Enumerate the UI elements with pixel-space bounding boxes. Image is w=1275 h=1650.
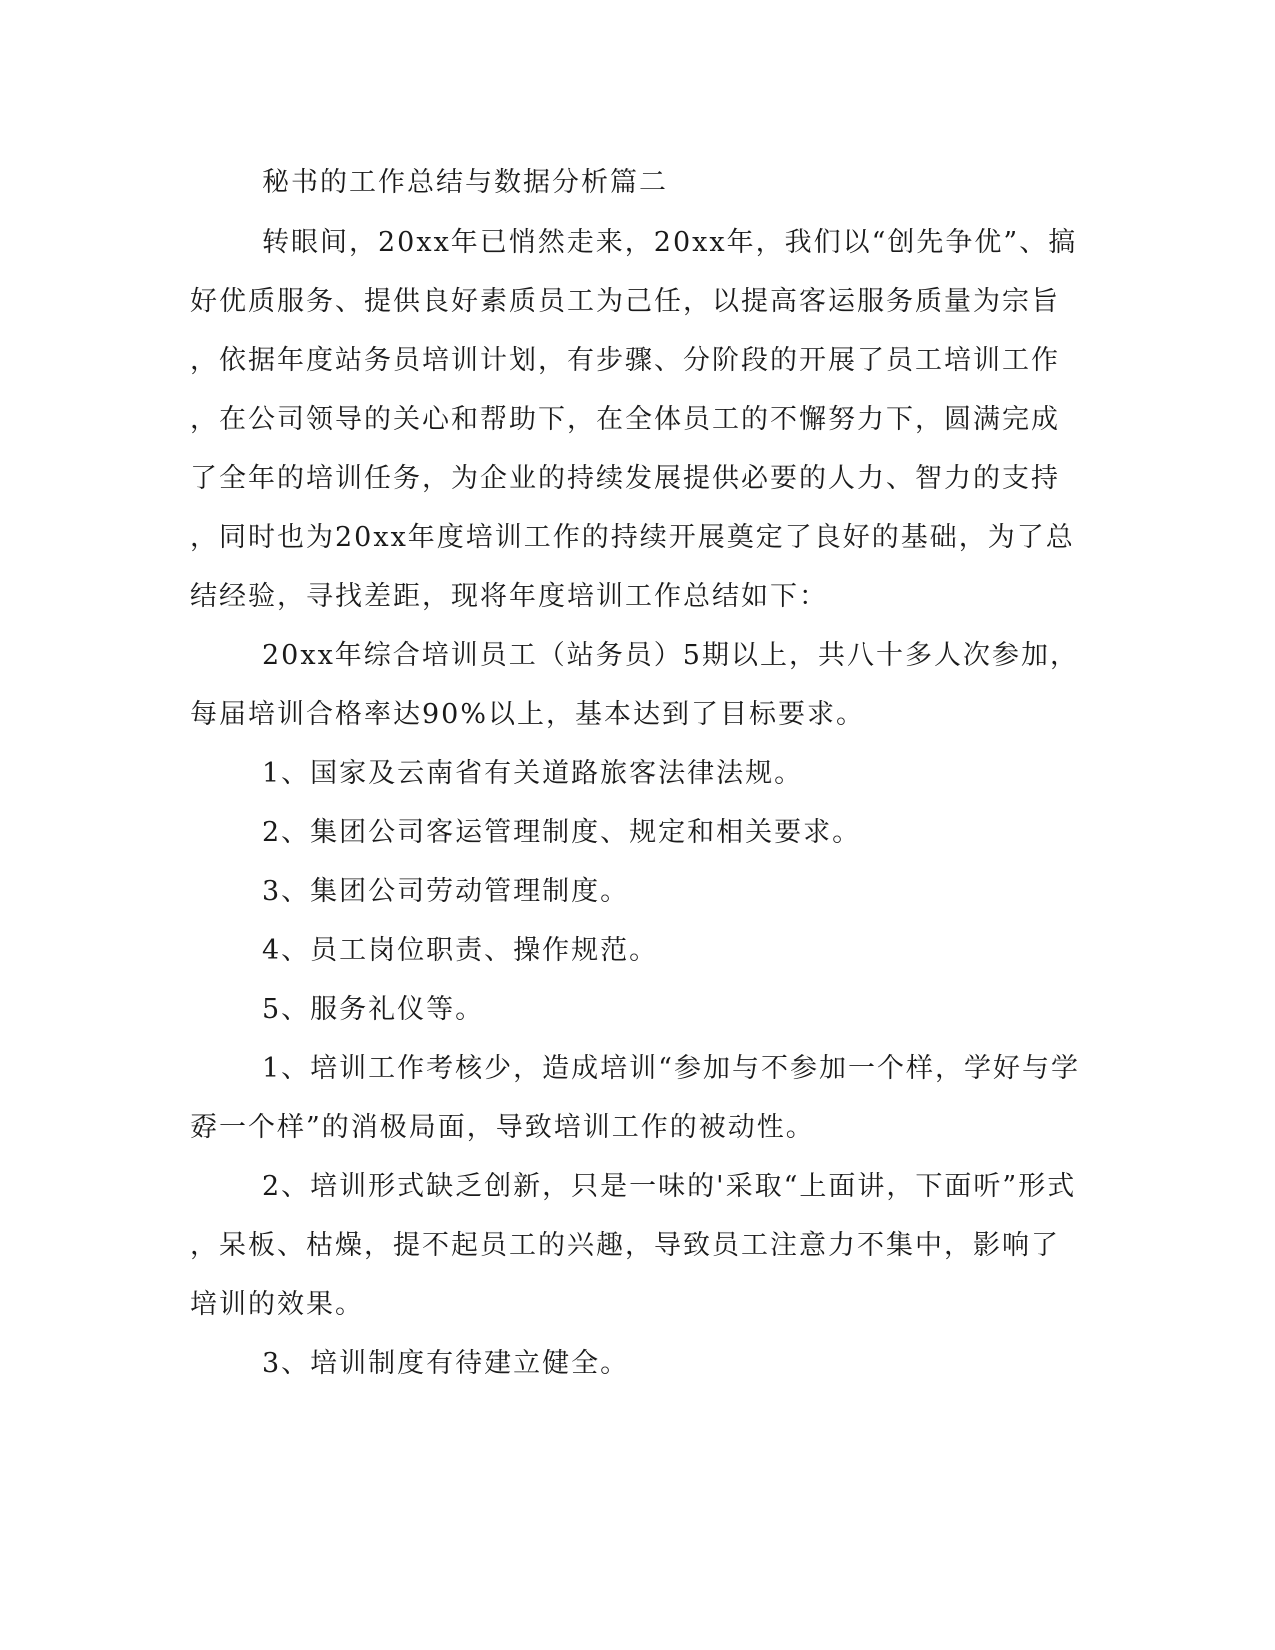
paragraph-line: 培训的效果。	[190, 1289, 364, 1320]
paragraph-line: 20xx年综合培训员工（站务员）5期以上，共八十多人次参加，	[262, 640, 1079, 671]
list-item: 1、培训工作考核少，造成培训“参加与不参加一个样，学好与学	[262, 1053, 1080, 1084]
paragraph-line: 孬一个样”的消极局面，导致培训工作的被动性。	[190, 1112, 815, 1143]
paragraph-line: 转眼间，20xx年已悄然走来，20xx年，我们以“创先争优”、搞	[262, 227, 1078, 258]
list-item: 3、集团公司劳动管理制度。	[262, 876, 630, 907]
paragraph-line: 每届培训合格率达90%以上，基本达到了目标要求。	[190, 699, 866, 730]
list-item: 4、员工岗位职责、操作规范。	[262, 935, 659, 966]
list-item: 3、培训制度有待建立健全。	[262, 1348, 630, 1379]
paragraph-line: 结经验，寻找差距，现将年度培训工作总结如下：	[190, 581, 828, 612]
list-item: 5、服务礼仪等。	[262, 994, 485, 1025]
list-item: 2、培训形式缺乏创新，只是一味的'采取“上面讲，下面听”形式	[262, 1171, 1077, 1202]
paragraph-line: 了全年的培训任务，为企业的持续发展提供必要的人力、智力的支持	[190, 463, 1060, 494]
document-title: 秘书的工作总结与数据分析篇二	[262, 167, 668, 198]
paragraph-line: ，依据年度站务员培训计划，有步骤、分阶段的开展了员工培训工作	[190, 345, 1060, 376]
paragraph-line: ，在公司领导的关心和帮助下，在全体员工的不懈努力下，圆满完成	[190, 404, 1060, 435]
list-item: 1、国家及云南省有关道路旅客法律法规。	[262, 758, 804, 789]
list-item: 2、集团公司客运管理制度、规定和相关要求。	[262, 817, 862, 848]
paragraph-line: ，同时也为20xx年度培训工作的持续开展奠定了良好的基础，为了总	[190, 522, 1075, 553]
paragraph-line: 好优质服务、提供良好素质员工为己任，以提高客运服务质量为宗旨	[190, 286, 1060, 317]
paragraph-line: ，呆板、枯燥，提不起员工的兴趣，导致员工注意力不集中，影响了	[190, 1230, 1060, 1261]
